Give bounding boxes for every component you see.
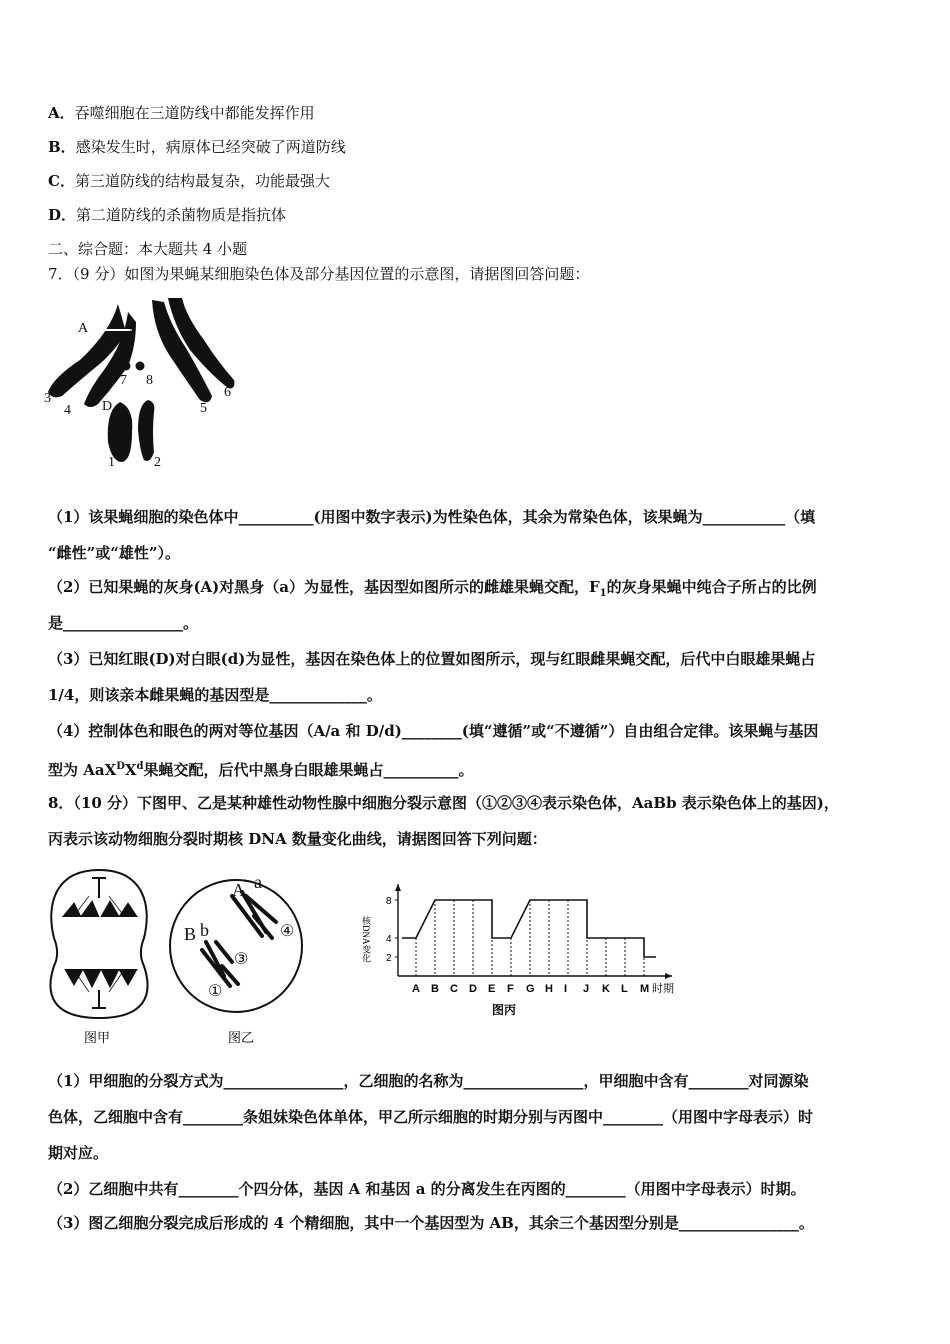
label-6: 6 [224,385,231,400]
chromosome-7 [122,362,131,371]
gene-label-A: A [78,321,89,336]
x-tick-label: K [602,983,610,995]
label-7: 7 [120,373,127,388]
y-tick-label: 8 [386,896,392,907]
q7-p4a: （4）控制体色和眼色的两对等位基因（A/a 和 D/d)________(填“遵循”或“不遵循”）自由组合定律。该果蝇与基因 [48,722,819,740]
label-8: 8 [146,373,153,388]
chromosome-1-label: ① [208,983,223,1000]
chromosome-4-label: ④ [280,923,295,940]
y-tick-label: 4 [386,934,392,945]
fly-chromosome-figure [40,292,250,477]
q8-p3: （3）图乙细胞分裂完成后形成的 4 个精细胞，其中一个基因型为 AB，其余三个基因型分别是________________。 [48,1214,814,1232]
x-tick-label: I [564,983,568,995]
chromosome-2 [138,400,154,461]
label-2: 2 [154,455,161,470]
x-tick-label: C [450,983,458,995]
x-tick-label: A [412,983,420,995]
q8-stem-b: 丙表示该动物细胞分裂时期核 DNA 数量变化曲线，请据图回答下列问题： [48,830,547,848]
x-tick-label: L [621,983,628,995]
q8-p2: （2）乙细胞中共有________个四分体，基因 A 和基因 a 的分离发生在丙图的________（用图中字母表示）时期。 [48,1180,806,1198]
section-title: 二、综合题：本大题共 4 小题 [48,240,248,258]
q7-p2b: 是________________。 [48,614,199,632]
q7-p4b: 型为 $AaX^DX^d$果蝇交配，后代中黑身白眼雄果蝇占__________。 [48,761,474,779]
x-tick-label: D [469,983,477,995]
figure-jia [44,866,154,1046]
q7-p3a: （3）已知红眼(D)对白眼(d)为显性，基因在染色体上的位置如图所示，现与红眼雌果蝇交配，后代中白眼雄果蝇占 [48,650,816,668]
label-5: 5 [200,401,207,416]
x-tick-label: F [507,983,514,995]
label-1: 1 [108,455,115,470]
q8-p1a: （1）甲细胞的分裂方式为________________，乙细胞的名称为________________，甲细胞中含有________对同源染 [48,1072,809,1090]
y-tick-label: 2 [386,953,392,964]
gene-b: b [200,920,209,940]
option-c: C．第三道防线的结构最复杂，功能最强大 [48,172,330,190]
gene-label-D: D [102,399,113,414]
q7-p1b: “雌性”或“雄性”）。 [48,544,181,562]
q7-stem: 7．（9 分）如图为果蝇某细胞染色体及部分基因位置的示意图，请据图回答问题： [48,265,590,283]
label-4: 4 [64,403,71,418]
x-tick-label: B [431,983,439,995]
gene-a: a [254,872,262,892]
x-tick-label: E [488,983,496,995]
x-axis-label: 时期 [652,983,674,995]
gene-label-a: a [130,323,135,335]
chromosome-3-label: ③ [234,951,249,968]
x-axis-arrow [665,973,672,979]
q7-p1a: （1）该果蝇细胞的染色体中__________(用图中数字表示)为性染色体，其余为常染色体，该果蝇为___________（填 [48,508,816,526]
q8-stem-a: 8．（10 分）下图甲、乙是某种雄性动物性腺中细胞分裂示意图（①②③④表示染色体，AaBb 表示染色体上的基因)， [48,794,839,812]
dna-curve [402,900,656,957]
y-axis-arrow [395,884,401,891]
option-b: B．感染发生时，病原体已经突破了两道防线 [48,138,346,156]
q7-p2a: （2）已知果蝇的灰身(A)对黑身（a）为显性，基因型如图所示的雌雄果蝇交配，$F_1$的灰身果蝇中纯合子所占的比例 [48,578,817,599]
figure-yi [166,866,316,1046]
figure-yi-label: 图乙 [228,1030,255,1045]
x-tick-label: H [545,983,553,995]
figure-jia-label: 图甲 [84,1030,111,1045]
chromosome-8 [136,362,145,371]
q8-p1c: 期对应。 [48,1144,109,1162]
gene-B: B [184,924,197,944]
q7-p3b: 1/4，则该亲本雌果蝇的基因型是_____________。 [48,686,382,704]
gene-A: A [232,880,245,900]
label-3: 3 [44,391,51,406]
x-tick-label: J [583,983,590,995]
option-d: D．第二道防线的杀菌物质是指抗体 [48,206,287,224]
y-axis-label: 核DNA变化 [361,916,371,963]
x-tick-label: G [526,983,535,995]
figure-bing-chart [360,876,690,1026]
option-a: A．吞噬细胞在三道防线中都能发挥作用 [48,104,315,122]
x-tick-label: M [640,983,650,995]
q8-p1b: 色体，乙细胞中含有________条姐妹染色体单体，甲乙所示细胞的时期分别与丙图中________（用图中字母表示）时 [48,1108,814,1126]
chart-title: 图丙 [492,1003,517,1017]
